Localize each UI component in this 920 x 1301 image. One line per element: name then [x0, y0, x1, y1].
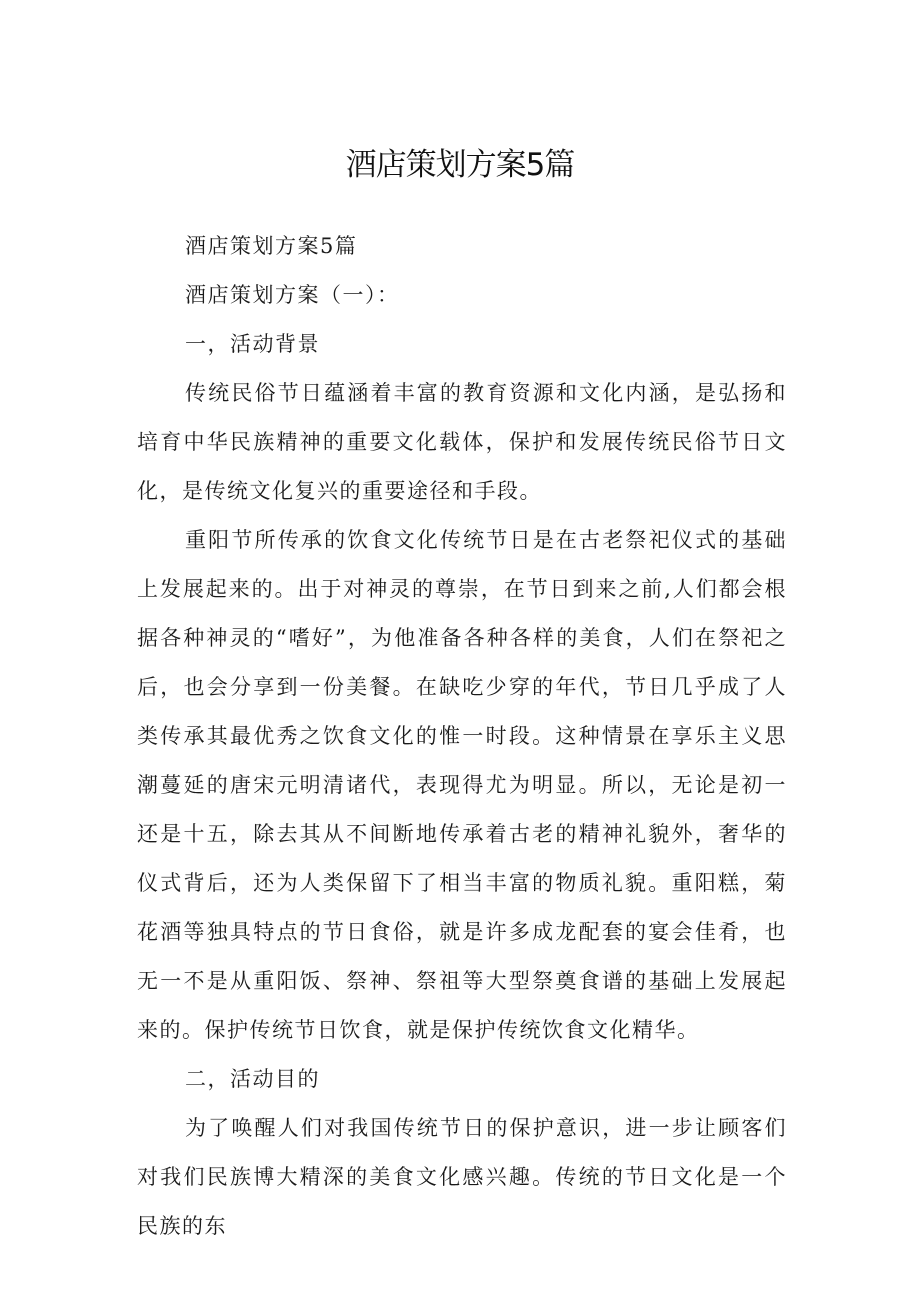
subtitle-paragraph: 酒店策划方案5篇 — [185, 234, 358, 258]
document-body — [137, 222, 787, 1251]
section-heading-background: 一，活动背景 — [185, 332, 320, 356]
document-title: 酒店策划方案5篇 — [345, 147, 575, 183]
background-paragraph: 传统民俗节日蕴涵着丰富的教育资源和文化内涵，是弘扬和培育中华民族精神的重要文化载体，保护和发展传统民俗节日文化，是传统文化复兴的重要途径和手段。 — [137, 381, 787, 503]
chongyang-paragraph: 重阳节所传承的饮食文化传统节日是在古老祭祀仪式的基础上发展起来的。出于对神灵的尊崇，在节日到来之前,人们都会根据各种神灵的“嗜好”，为他准备各种各样的美食，人们在祭祀之后，也会分享到一份美餐。在缺吃少穿的年代，节日几乎成了人类传承其最优秀之饮食文化的惟一时段。这种情景在享乐主义思潮蔓延的唐宋元明清诸代，表现得尤为明显。所以，无论是初一还是十五，除去其从不间断地传承着古老的精神礼貌外，奢华的仪式背后，还为人类保留下了相当丰富的物质礼貌。重阳糕，菊花酒等独具特点的节日食俗，就是许多成龙配套的宴会佳肴，也无一不是从重阳饭、祭神、祭祖等大型祭奠食谱的基础上发展起来的。保护传统节日饮食，就是保护传统饮食文化精华。 — [137, 528, 787, 1042]
section-heading-purpose: 二，活动目的 — [185, 1067, 320, 1091]
purpose-paragraph: 为了唤醒人们对我国传统节日的保护意识，进一步让顾客们对我们民族博大精深的美食文化感兴趣。传统的节日文化是一个民族的东 — [137, 1116, 787, 1238]
section-heading-plan-one: 酒店策划方案（一）： — [185, 283, 400, 307]
